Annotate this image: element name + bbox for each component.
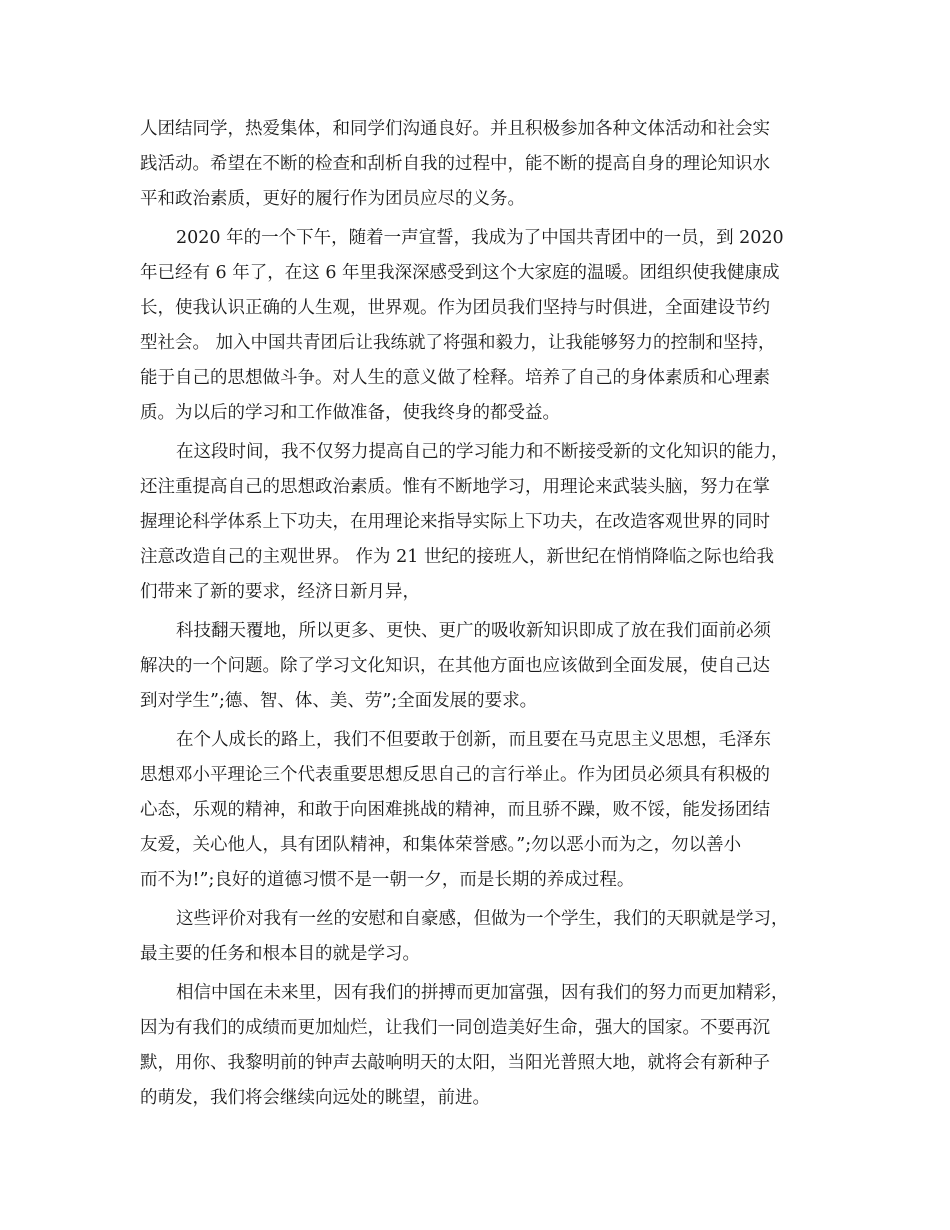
text-line: 这些评价对我有一丝的安慰和自豪感，但做为一个学生，我们的天职就是学习， (176, 909, 789, 929)
text-line: 握理论科学体系上下功夫，在用理论来指导实际上下功夫，在改造客观世界的同时 (140, 512, 770, 532)
text-line: 在个人成长的路上，我们不但要敢于创新，而且要在马克思主义思想，毛泽东 (176, 730, 771, 750)
text-line: 能于自己的思想做斗争。对人生的意义做了栓释。培养了自己的身体素质和心理素 (140, 368, 770, 388)
text-line: 年已经有 6 年了，在这 6 年里我深深感受到这个大家庭的温暖。团组织使我健康成 (140, 263, 780, 283)
text-line: 友爱，关心他人，具有团队精神，和集体荣誉感。”;勿以恶小而为之，勿以善小 (140, 835, 742, 855)
text-line: 型社会。 加入中国共青团后让我练就了将强和毅力，让我能够努力的控制和坚持， (140, 333, 776, 353)
text-line: 到对学生”;德、智、体、美、劳”;全面发展的要求。 (140, 691, 538, 711)
text-line: 质。为以后的学习和工作做准备，使我终身的都受益。 (140, 403, 560, 423)
text-line: 而不为!”;良好的道德习惯不是一朝一夕，而是长期的养成过程。 (140, 870, 635, 890)
text-line: 们带来了新的要求，经济日新月异， (140, 582, 420, 602)
text-line: 最主要的任务和根本目的就是学习。 (140, 944, 420, 964)
text-line: 在这段时间，我不仅努力提高自己的学习能力和不断接受新的文化知识的能力， (176, 442, 789, 462)
text-line: 平和政治素质，更好的履行作为团员应尽的义务。 (140, 189, 525, 209)
text-line: 默，用你、我黎明前的钟声去敲响明天的太阳，当阳光普照大地，就将会有新种子 (140, 1053, 770, 1073)
text-line: 科技翻天覆地，所以更多、更快、更广的吸收新知识即成了放在我们面前必须 (176, 621, 771, 641)
text-line: 相信中国在未来里，因有我们的拼搏而更加富强，因有我们的努力而更加精彩， (176, 983, 789, 1003)
text-line: 还注重提高自己的思想政治素质。惟有不断地学习，用理论来武装头脑，努力在掌 (140, 477, 770, 497)
text-line: 思想邓小平理论三个代表重要思想反思自己的言行举止。作为团员必须具有积极的 (140, 765, 770, 785)
text-line: 2020 年的一个下午，随着一声宣誓，我成为了中国共青团中的一员，到 2020 (176, 228, 784, 248)
text-line: 人团结同学，热爱集体，和同学们沟通良好。并且积极参加各种文体活动和社会实 (140, 119, 770, 139)
text-line: 的萌发，我们将会继续向远处的眺望，前进。 (140, 1088, 490, 1108)
text-line: 心态，乐观的精神，和敢于向困难挑战的精神，而且骄不躁，败不馁，能发扬团结 (140, 800, 770, 820)
text-line: 解决的一个问题。除了学习文化知识，在其他方面也应该做到全面发展，使自己达 (140, 656, 770, 676)
text-line: 长，使我认识正确的人生观，世界观。作为团员我们坚持与时俱进，全面建设节约 (140, 298, 770, 318)
text-line: 践活动。希望在不断的检查和刮析自我的过程中，能不断的提高自身的理论知识水 (140, 154, 770, 174)
text-line: 因为有我们的成绩而更加灿烂，让我们一同创造美好生命，强大的国家。不要再沉 (140, 1018, 770, 1038)
text-line: 注意改造自己的主观世界。 作为 21 世纪的接班人，新世纪在悄悄降临之际也给我 (140, 547, 774, 567)
